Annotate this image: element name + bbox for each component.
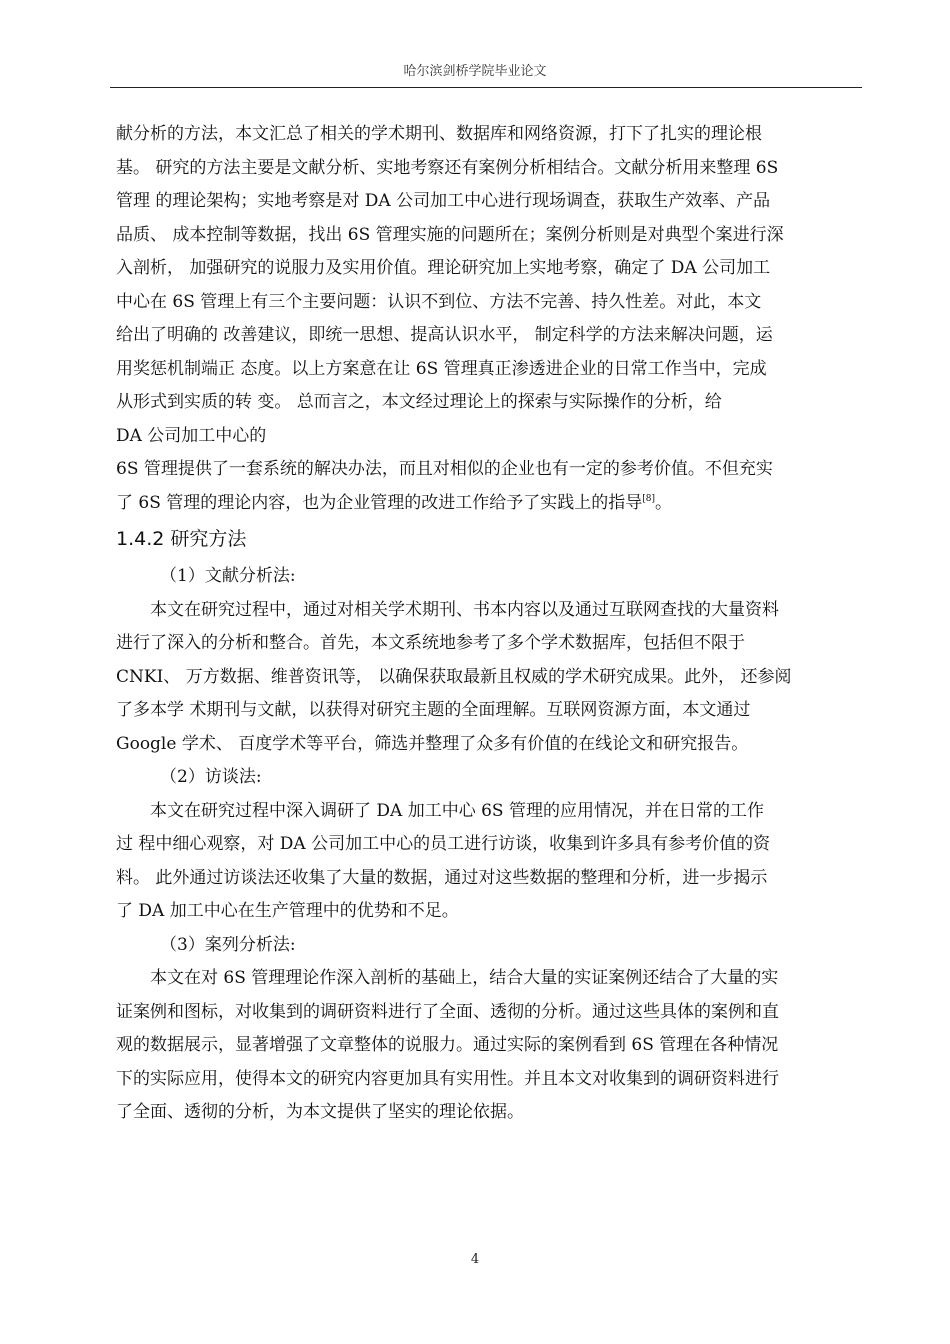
- text-line: 了多本学 术期刊与文献，以获得对研究主题的全面理解。互联网资源方面，本文通过: [116, 700, 751, 720]
- header-divider: [110, 87, 862, 88]
- text-line: 料。 此外通过访谈法还收集了大量的数据，通过对这些数据的整理和分析，进一步揭示: [116, 867, 768, 888]
- case-method: [116, 929, 866, 1130]
- intro-last-text: 了 6S 管理的理论内容，也为企业管理的改进工作给予了实践上的指导: [116, 492, 643, 513]
- text-line: 本文在对 6S 管理理论作深入剖析的基础上，结合大量的实证案例还结合了大量的实: [150, 968, 779, 988]
- text-line: 观的数据展示，显著增强了文章整体的说服力。通过实际的案例看到 6S 管理在各种情况: [116, 1035, 779, 1055]
- text-line: 了全面、透彻的分析，为本文提供了坚实的理论依据。: [116, 1102, 524, 1122]
- thesis-header-title: 哈尔滨剑桥学院毕业论文: [403, 64, 547, 79]
- text-line: 下的实际应用，使得本文的研究内容更加具有实用性。并且本文对收集到的调研资料进行: [116, 1068, 779, 1089]
- text-line: 从形式到实质的转 变。 总而言之，本文经过理论上的探索与实际操作的分析，给: [116, 392, 722, 412]
- intro-last-end: 。: [655, 492, 673, 513]
- page-number: 4: [470, 1252, 480, 1267]
- text-line: 过 程中细心观察，对 DA 公司加工中心的员工进行访谈，收集到许多具有参考价值的资: [116, 834, 771, 854]
- text-line: 给出了明确的 改善建议，即统一思想、提高认识水平， 制定科学的方法来解决问题，运: [116, 325, 773, 345]
- citation-reference[interactable]: [8]: [642, 493, 656, 504]
- text-line: 6S 管理提供了一套系统的解决办法，而且对相似的企业也有一定的参考价值。不但充实: [116, 459, 773, 479]
- text-line: 入剖析， 加强研究的说服力及实用价值。理论研究加上实地考察，确定了 DA 公司加工: [116, 258, 771, 278]
- text-line: 中心在 6S 管理上有三个主要问题：认识不到位、方法不完善、持久性差。对此，本文: [116, 291, 762, 312]
- text-line: DA 公司加工中心的: [116, 425, 267, 446]
- text-line: 本文在研究过程中，通过对相关学术期刊、书本内容以及通过互联网查找的大量资料: [150, 599, 779, 620]
- subsection-title: （3）案列分析法:: [160, 934, 296, 955]
- subsection-title: （1）文献分析法:: [160, 566, 296, 586]
- section-heading: 1.4.2 研究方法: [116, 528, 247, 550]
- text-line: [116, 487, 866, 521]
- text-line: 管理 的理论架构；实地考察是对 DA 公司加工中心进行现场调查，获取生产效率、产品: [116, 191, 771, 211]
- text-line: 进行了深入的分析和整合。首先，本文系统地参考了多个学术数据库，包括但不限于: [116, 633, 745, 653]
- text-line: 证案例和图标，对收集到的调研资料进行了全面、透彻的分析。通过这些具体的案例和直: [116, 1001, 779, 1022]
- main-content: [116, 118, 866, 1130]
- text-line: 了 DA 加工中心在生产管理中的优势和不足。: [116, 901, 459, 921]
- text-line: 品质、 成本控制等数据，找出 6S 管理实施的问题所在；案例分析则是对典型个案进行深: [116, 224, 784, 245]
- text-line: 用奖惩机制端正 态度。以上方案意在让 6S 管理真正渗透进企业的日常工作当中，完成: [116, 358, 767, 379]
- text-line: 本文在研究过程中深入调研了 DA 加工中心 6S 管理的应用情况，并在日常的工作: [150, 800, 764, 821]
- text-line: 献分析的方法，本文汇总了相关的学术期刊、数据库和网络资源，打下了扎实的理论根: [116, 124, 762, 144]
- intro-paragraph: [116, 118, 866, 520]
- text-line: Google 学术、 百度学术等平台，筛选并整理了众多有价值的在线论文和研究报告。: [116, 733, 749, 754]
- text-line: CNKI、 万方数据、维普资讯等， 以确保获取最新且权威的学术研究成果。此外， 还参阅: [116, 666, 792, 687]
- text-line: 基。 研究的方法主要是文献分析、实地考察还有案例分析相结合。文献分析用来整理 6S: [116, 157, 779, 178]
- interview-method: [116, 761, 866, 929]
- literature-method: [116, 560, 866, 761]
- subsection-title: （2）访谈法:: [160, 767, 262, 787]
